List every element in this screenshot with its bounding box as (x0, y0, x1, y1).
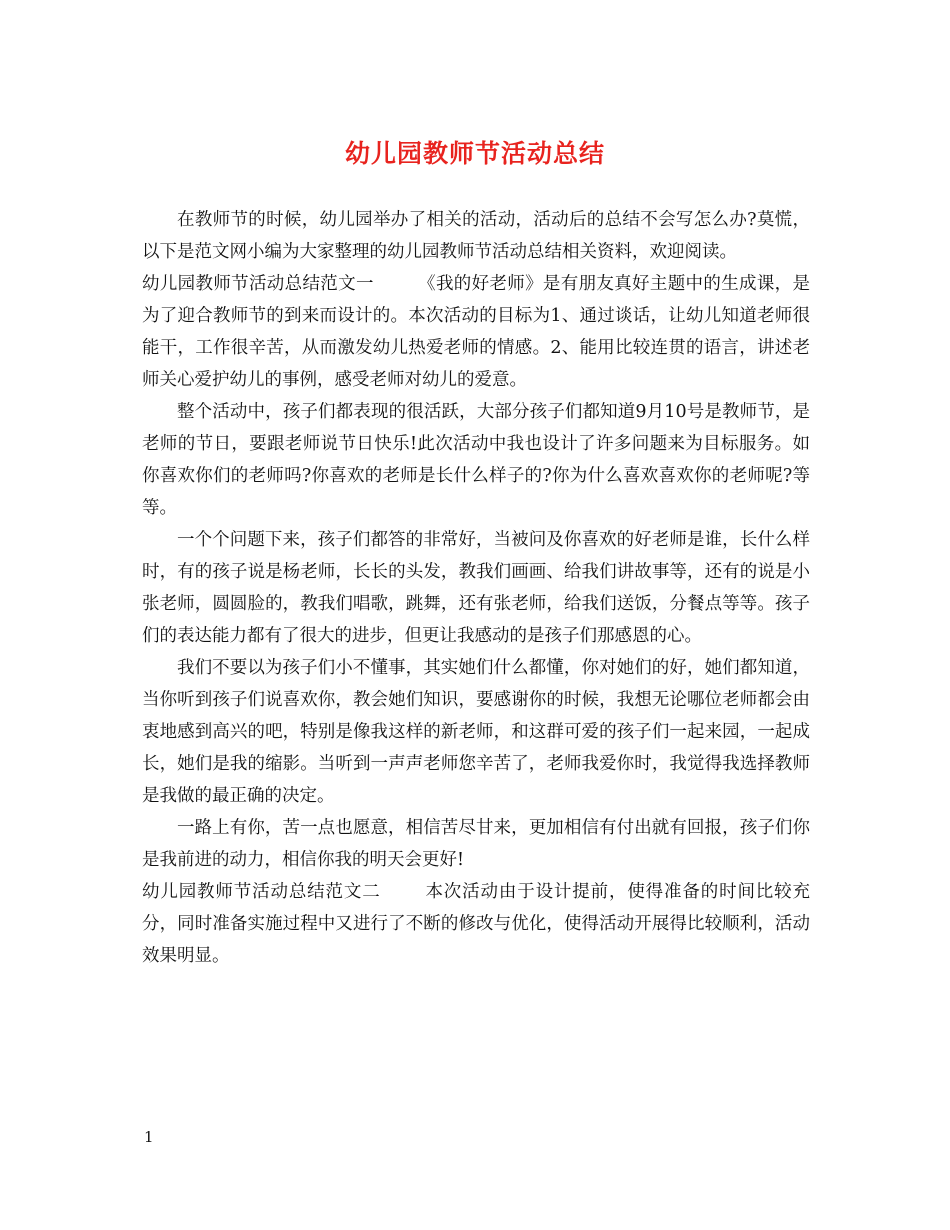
document-title: 幼儿园教师节活动总结 (344, 139, 605, 168)
paragraph-activity: 整个活动中，孩子们都表现的很活跃，大部分孩子们都知道9月10号是教师节，是老师的节日，要跟老师说节日快乐!此次活动中我也设计了许多问题来为目标服务。如你喜欢你们的老师吗?你喜欢的老师是长什么样子的?你为什么喜欢喜欢你的老师呢?等等。 (142, 402, 810, 518)
section-heading-sample-two: 幼儿园教师节活动总结范文二 (142, 882, 381, 902)
paragraph-reflection: 我们不要以为孩子们小不懂事，其实她们什么都懂，你对她们的好，她们都知道，当你听到孩子们说喜欢你，教会她们知识，要感谢你的时候，我想无论哪位老师都会由衷地感到高兴的吧，特别是像我这样的新老师，和这群可爱的孩子们一起来园，一起成长，她们是我的缩影。当听到一声声老师您辛苦了，老师我爱你时，我觉得我选择教师是我做的最正确的决定。 (142, 658, 810, 806)
section-heading-sample-one: 幼儿园教师节活动总结范文一 (142, 274, 374, 294)
paragraph-closing: 一路上有你，苦一点也愿意，相信苦尽甘来，更加相信有付出就有回报，孩子们你是我前进的动力，相信你我的明天会更好! (142, 818, 810, 870)
paragraph-sample-one-text: 《我的好老师》是有朋友真好主题中的生成课，是为了迎合教师节的到来而设计的。本次活动的目标为1、通过谈话，让幼儿知道老师很能干，工作很辛苦，从而激发幼儿热爱老师的情感。2、能用比较连贯的语言，讲述老师关心爱护幼儿的事例，感受老师对幼儿的爱意。 (142, 274, 811, 390)
page-number: 1 (144, 1128, 154, 1146)
paragraph-questions: 一个个问题下来，孩子们都答的非常好，当被问及你喜欢的好老师是谁，长什么样时，有的孩子说是杨老师，长长的头发，教我们画画、给我们讲故事等，还有的说是小张老师，圆圆脸的，教我们唱歌，跳舞，还有张老师，给我们送饭，分餐点等等。孩子们的表达能力都有了很大的进步，但更让我感动的是孩子们那感恩的心。 (142, 530, 810, 646)
document-body (142, 204, 810, 972)
paragraph-sample-two (142, 876, 810, 972)
paragraph-sample-two-text: 本次活动由于设计提前，使得准备的时间比较充分，同时准备实施过程中又进行了不断的修改与优化，使得活动开展得比较顺利，活动效果明显。 (142, 882, 811, 966)
paragraph-sample-one (142, 268, 810, 396)
paragraph-intro: 在教师节的时候，幼儿园举办了相关的活动，活动后的总结不会写怎么办?莫慌，以下是范文网小编为大家整理的幼儿园教师节活动总结相关资料，欢迎阅读。 (142, 210, 810, 262)
